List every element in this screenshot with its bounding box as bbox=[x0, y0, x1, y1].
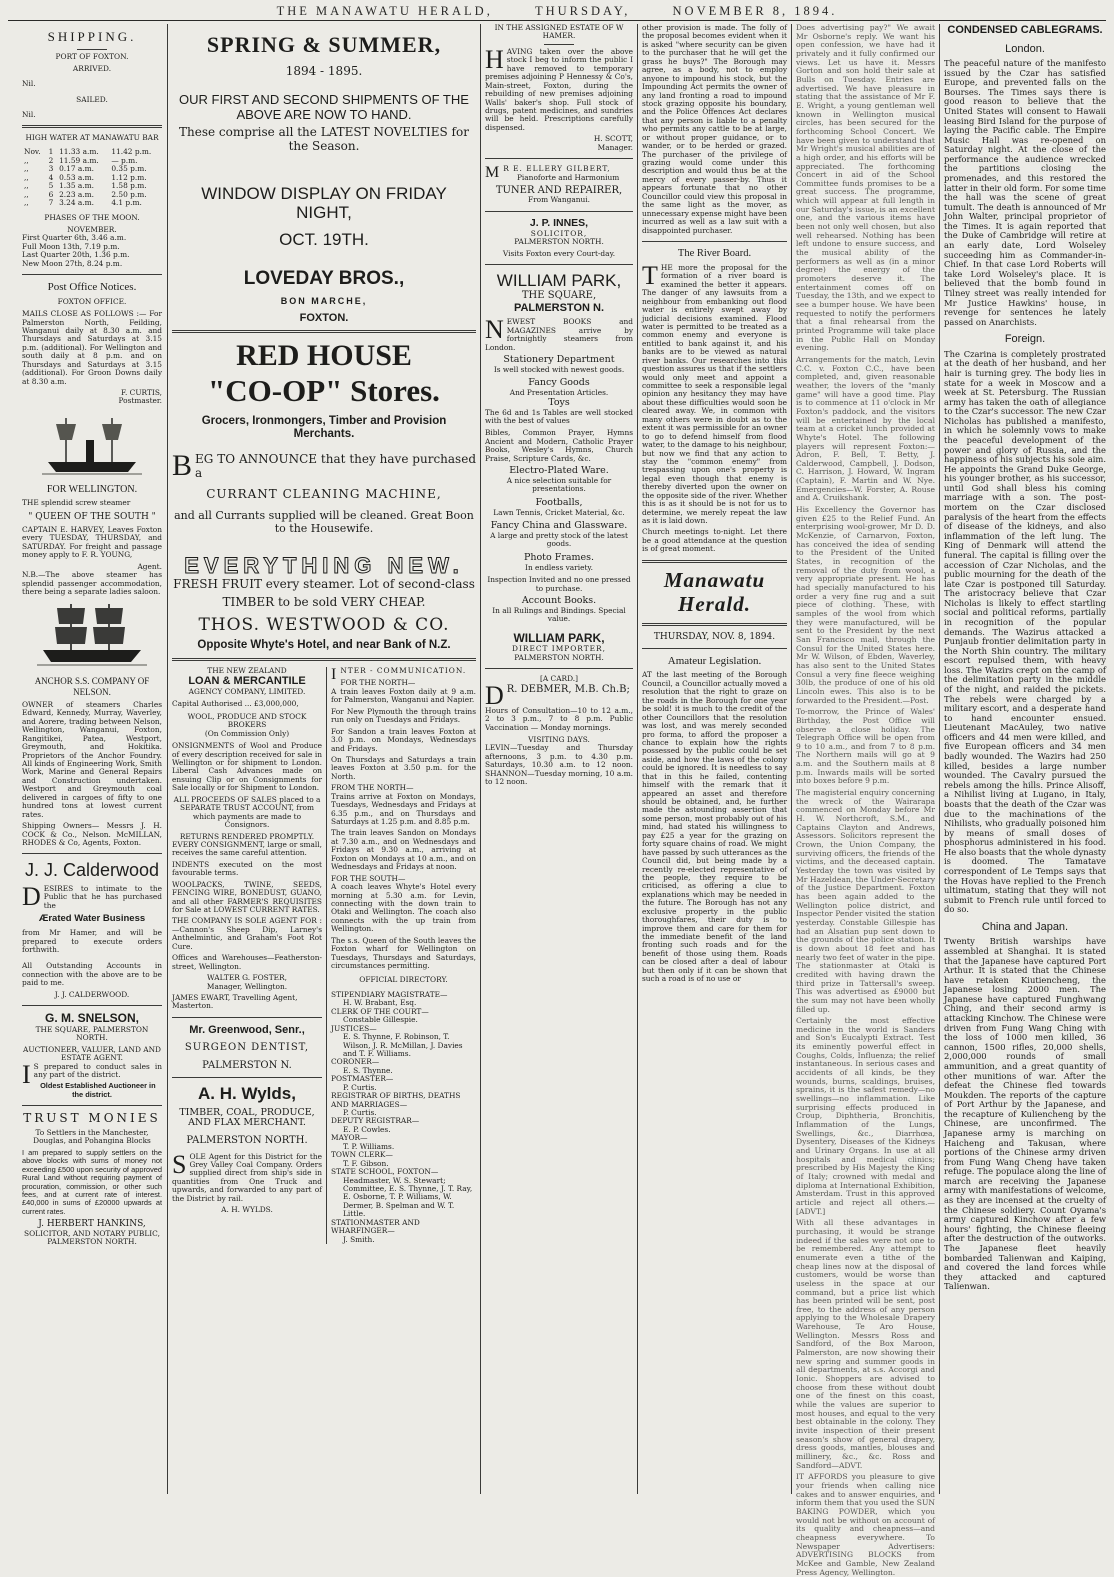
tide-cell: 4 bbox=[48, 172, 54, 182]
ellery-sub: Pianoforte and Harmonium bbox=[516, 172, 620, 182]
park-inspection: Inspection Invited and no one pressed to purchase. bbox=[487, 575, 631, 593]
greenwood-place: PALMERSTON N. bbox=[202, 1059, 292, 1071]
arrived-value: Nil. bbox=[22, 78, 36, 88]
directory-label: JUSTICES— bbox=[331, 1023, 377, 1033]
tide-cell: 1 bbox=[48, 147, 54, 157]
masthead-date: NOVEMBER 8, 1894. bbox=[672, 4, 838, 18]
ellery-role: TUNER AND REPAIRER, bbox=[495, 185, 623, 196]
estate-body: AVING taken over the above stock I beg to inform the public I have removed to temporary premises adjoining P Hennessy & Co's, Main-street, Foxton, during the rebuilding of new premises adjoining Walls' baker's shop. Full stock of drugs, patent medicines, and sundries will be held. Prescriptions carefully dispensed. bbox=[485, 46, 633, 132]
tide-cell: ,, bbox=[24, 155, 29, 165]
column-shipping bbox=[18, 24, 166, 1494]
steamer-agent: Agent. bbox=[137, 561, 162, 571]
directory-value: J. Smith. bbox=[343, 1234, 375, 1244]
official-directory-title: OFFICIAL DIRECTORY. bbox=[359, 975, 448, 985]
cablegrams-title: CONDENSED CABLEGRAMS. bbox=[947, 24, 1103, 36]
tide-cell: ,, bbox=[24, 181, 29, 191]
grazing-continued: other provision is made. The folly of the proposal becomes evident when it is asked "where security can be given to the purchaser that he will get the grass he buys?" The Borough may agree, as a body, not to employ anyone to impound his stock, but the Impounding Act permits the owner of any land fronting a road to impound stock grazing opposite his boundary, and the Police Offences Act declares that any person is liable to a penalty who permits any cattle to be at large, or without proper guidance, or to wander, or to be herded or grazed. The purchaser of the privilege of grazing would come under this description and would thus be at the mercy of every passer-by. Thus it appears fortunate that no other Councillor could view this proposal in the same light as the mover, as unnecessary expense might have been incurred as well as a law suit with a disappointed purchaser. bbox=[642, 23, 787, 235]
directory-value: E. S. Thynne. bbox=[343, 1065, 393, 1075]
amateur-body: AT the last meeting of the Borough Council, a Councillor actually moved a resolution that the right to graze on the roads in the Borough for one year be sold! it is much to the credit of the other Councillors that the resolution was lost, and was merely seconded pro forma, to afford the proposer a chance to explain how the rights possessed by the public could be set aside, and how the laws of the colony could be ignored. It is needless to say that in this he failed, contenting himself with the remark that it appeared an asset and therefore should be obtained, and, he further made the astounding assertion that some person, most probably out of his mind, had stated his willingness to pay £25 a year for the grazing on forty square chains of road. We might have passed by such utterances as the Council did, but being made by a recently re-elected representative of the people, they require to be criticised, as offering a clue to explanations which may be needed in the future. The Borough has not any exclusive property in the public thoroughfares, their duty is to improve them and care for them for the immediate benefit of the land fronting such roads and for the benefit of those using them. Roads can be closed after a deal of labour but then only if it can be shown that such a road is of no use or bbox=[642, 670, 787, 984]
steamer-icon bbox=[42, 410, 142, 478]
divider bbox=[485, 668, 633, 669]
post-office-sign: F. CURTIS, bbox=[121, 388, 162, 398]
greenwood-role: SURGEON DENTIST, bbox=[184, 1042, 310, 1054]
loveday-title: LOVEDAY BROS., bbox=[243, 267, 405, 289]
directory-value: Constable Gillespie. bbox=[343, 1015, 418, 1025]
calderwood-title: J. J. Calderwood bbox=[24, 860, 160, 881]
south-coach: A coach leaves Whyte's Hotel every morning at 5.30 a.m. for Levin, connecting with the down train to Otaki and Wellington. The coach also connects with the up train from Wellington. bbox=[331, 882, 476, 934]
park-account: Account Books. bbox=[521, 594, 597, 606]
park-bibles: Bibles, Common Prayer, Hymns Ancient and Modern, Catholic Prayer Books, Wesley's Hymns, Church Praise, Scripture Cards, &c. bbox=[485, 428, 633, 463]
column-advertisements bbox=[168, 24, 480, 1494]
tide-table bbox=[22, 148, 162, 207]
spring-years: 1894 - 1895. bbox=[285, 64, 363, 79]
wylds-place: PALMERSTON NORTH. bbox=[186, 1135, 308, 1147]
loan-proceeds: ALL PROCEEDS OF SALES placed to a SEPARATE TRUST ACCOUNT, from which payments are made to Consignors. bbox=[173, 794, 321, 830]
estate-sign: H. SCOTT, bbox=[593, 134, 633, 144]
inter-title: NTER - COMMUNICATION. bbox=[340, 666, 467, 675]
post-office-subtitle: FOXTON OFFICE. bbox=[57, 296, 127, 306]
park-china: Fancy China and Glassware. bbox=[490, 520, 628, 532]
for-north-label: FOR THE NORTH— bbox=[340, 678, 416, 688]
directory-label: STATE SCHOOL, FOXTON— bbox=[331, 1167, 439, 1177]
trust-monies-place: PALMERSTON NORTH. bbox=[47, 1237, 137, 1247]
fresh-fruit: FRESH FRUIT every steamer. Lot of second-class bbox=[173, 577, 475, 592]
amateur-title: Amateur Legislation. bbox=[667, 654, 762, 667]
tide-cell: 0.35 p.m. bbox=[111, 164, 147, 174]
directory-value: P. Curtis. bbox=[343, 1082, 377, 1092]
divider bbox=[544, 44, 574, 45]
westwood-address: Opposite Whyte's Hotel, and near Bank of N.Z. bbox=[197, 638, 451, 651]
trust-monies-body: I am prepared to supply settlers on the above blocks with sums of money not exceeding £500 upon security of approved Rural Land without requiring payment of procuration, commission, or other such fees, and at current rate of interest. £40,000 in sums of £20000 upwards at current rates. bbox=[22, 1147, 162, 1216]
loan-manager-role: Manager, Wellington. bbox=[206, 981, 288, 991]
park-toys: Toys bbox=[548, 396, 570, 408]
top-rule bbox=[8, 20, 1106, 21]
snelson-note: Oldest Established Auctioneer in the district. bbox=[40, 1081, 156, 1099]
park-electro-note: A nice selection suitable for presentations. bbox=[506, 475, 612, 494]
bon-marche: BON MARCHE, bbox=[280, 295, 368, 306]
loan-mercantile-ad bbox=[172, 667, 322, 1215]
park-footballs: Footballs, bbox=[535, 496, 583, 508]
directory-label: TOWN CLERK— bbox=[331, 1150, 393, 1160]
visiting-title: VISITING DAYS. bbox=[528, 734, 590, 744]
directory-label: STIPENDIARY MAGISTRATE— bbox=[331, 989, 448, 999]
loan-title-2: LOAN & MERCANTILE bbox=[188, 675, 306, 688]
tide-cell: 3.24 a.m. bbox=[59, 198, 94, 208]
south-steamer: The s.s. Queen of the South leaves the Foxton wharf for Wellington on Tuesdays, Thursdays and Saturdays, circumstances permitting. bbox=[331, 935, 476, 970]
snelson-role: AUCTIONEER, VALUER, LAND AND ESTATE AGENT. bbox=[23, 1044, 161, 1063]
wylds-body: OLE Agent for this District for the Grey Valley Coal Company. Orders supplied direct from ship's side in quantities from One Truck and upwards, and forwarded to any part of the District by rail. bbox=[172, 1151, 322, 1203]
divider bbox=[642, 623, 787, 626]
divider bbox=[22, 1005, 162, 1006]
tide-cell: Nov. bbox=[24, 147, 41, 157]
column-editorial bbox=[638, 24, 791, 1494]
divider bbox=[172, 330, 476, 333]
park-photo-note: In endless variety. bbox=[525, 562, 593, 572]
tide-title: HIGH WATER AT MANAWATU BAR bbox=[25, 133, 159, 142]
loan-offices: Offices and Warehouses—Featherston-street, Wellington. bbox=[172, 953, 322, 971]
doctor-hours: Hours of Consultation—10 to 12 a.m., 2 to 3 p.m., 7 to 8 p.m. Public Vaccination — Monday mornings. bbox=[485, 705, 633, 732]
news-body-6: Certainly the most effective medicine in the world is Sanders and Son's Eucalypti Extract. Test its eminently powerful effect in Coughs, Colds, Influenza; the relief instantaneous. In serious cases and accidents of all kinds, be they wounds, burns, scaldings, bruises, sprains, it is the safest remedy—no swellings—no inflammation. Like surprising effects produced in Croup, Diphtheria, Bronchitis, Inflammation of the Lungs, Swellings, &c., Diarrhœa, Dysentery, Diseases of the Kidneys and Urinary Organs. In use at all hospitals and medical clinics; prescribed by His Majesty the King of Italy; crowned with medal and diploma at International Exhibition, Amsterdam. Trust in this approved article and reject all others.—[ADVT.] bbox=[796, 1016, 935, 1216]
moon-phase: New Moon 27th, 8.24 p.m. bbox=[22, 258, 123, 268]
doctor-title: R. DEBMER, M.B. Ch.B; bbox=[506, 683, 630, 695]
tide-cell: 4.1 p.m. bbox=[111, 198, 142, 208]
divider bbox=[642, 648, 787, 649]
park2-role: DIRECT IMPORTER, bbox=[512, 644, 606, 654]
park2-title: WILLIAM PARK, bbox=[513, 630, 605, 645]
trust-monies-role: SOLICITOR, AND NOTARY PUBLIC, bbox=[24, 1228, 160, 1238]
calderwood-body-3: All Outstanding Accounts in connection with the above are to be paid to me. bbox=[22, 961, 162, 988]
tide-cell: 1.12 p.m. bbox=[111, 172, 147, 182]
masthead-paper: THE MANAWATU HERALD, bbox=[276, 4, 493, 18]
park-body: EWEST BOOKS and MAGAZINES arrive by fortnightly steamers from London. bbox=[485, 317, 633, 352]
news-body-7: With all these advantages in purchasing, it would be strange indeed if the sales were not one to be remembered. Any attempt to enumerate even a tithe of the cheap lines now at the disposal of customers, would be worse than useless in the space at our command, but a price list which has been printed will be sent, post free, to the address of any person applying to the Wholesale Drapery Warehouse, Te Aro House, Wellington. Messrs Ross and Sandford, of the Box Maroon, Palmerston, are now showing their new spring and summer goods in all departments, at s.s. Accorgi and Ionic. Shoppers are advised to choose from these without doubt one of the finest on this coast, while the values are superior to most houses, and equal to the very best obtainable in the colony. They invite inspection of their present season's show of general drapery, dress goods, mantles, blouses and millinery, &c., &c. Ross and Sandford—ADVT. bbox=[796, 1218, 935, 1470]
foreign-heading: Foreign. bbox=[1004, 333, 1046, 346]
park-photo: Photo Frames. bbox=[523, 551, 595, 563]
window-display: WINDOW DISPLAY ON FRIDAY NIGHT, bbox=[201, 183, 447, 223]
anchor-agents: Shipping Owners— Messrs J. H. COCK & Co., Nelson. McMILLAN, RHODES & Co, Agents, Foxton. bbox=[22, 821, 162, 847]
everything-new: EVERYTHING NEW. bbox=[184, 553, 464, 579]
wylds-dropcap: S bbox=[172, 1149, 187, 1179]
news-body-8: IT AFFORDS you pleasure to give your friends when calling nice cakes and to answer enquiries, and inform them that you used the SUN BAKING POWDER, which you would not be without on account of its quality and cheapness—and cheapness everywhere. To Newspaper Advertisers: ADVERTISING BLOCKS from McKee and Gamble, New Zealand Press Agency, Wellington. bbox=[796, 1472, 935, 1577]
from-north-label: FROM THE NORTH— bbox=[331, 783, 414, 793]
herald-title: Manawatu Herald. bbox=[663, 567, 766, 616]
north-train-1: A train leaves Foxton daily at 9 a.m. for Palmerston, Wanganui and Napier. bbox=[331, 686, 476, 705]
divider bbox=[485, 211, 633, 212]
tide-row bbox=[22, 199, 162, 207]
london-body: The peaceful nature of the manifesto issued by the Czar has satisfied Europe, and prevented falls on the Bourses. The Times says there is good reason to believe that the United States will consent to Hawaii leasing Bird Island for the purpose of laying the Pacific cable. The Empire Music Hall was re-opened on Saturday night. At the close of the performance the audience wrecked the partitions closing the promenades, and this restored the latter in their old form. For some time the hall was the scene of great tumult. The death is announced of Mr John Walter, principal proprietor of the Times. It is again reported that the Duke of Cambridge will retire at an early date, Lord Wolseley succeeding him as Commander-in-Chief. In that case Lord Roberts will take Lord Wolseley's place. It is believed that the bomb found in Tilney street was really intended for Mr Justice Hawkins' house, in revenge for sentences he lately passed on Anarchists. bbox=[944, 58, 1106, 327]
park-china-note: A large and pretty stock of the latest goods. bbox=[490, 530, 628, 549]
directory-value: H. W. Brabant, Esq. bbox=[343, 998, 417, 1008]
directory-label: REGISTRAR OF BIRTHS, DEATHS AND MARRIAGES— bbox=[331, 1091, 461, 1109]
loan-body: ONSIGNMENTS of Wool and Produce of every description received for sale in Wellington or for shipment to London. Liberal Cash Advances made on ensuing Clip or on Consignments for Sale locally or for Shipment to London. bbox=[172, 741, 322, 793]
directory-value: T. P. Williams. bbox=[343, 1141, 395, 1151]
sailed-label: SAILED. bbox=[76, 95, 108, 105]
park-fancy-note: And Presentation Articles. bbox=[509, 388, 609, 398]
steamer-name: " QUEEN OF THE SOUTH " bbox=[28, 511, 156, 522]
tide-cell: 2 bbox=[48, 155, 54, 165]
spring-novelties: These comprise all the LATEST NOVELTIES for the Season. bbox=[179, 125, 469, 154]
park-toys-note: The 6d and 1s Tables are well stocked with the best of values bbox=[485, 407, 633, 425]
port-title: PORT OF FOXTON. bbox=[55, 51, 129, 61]
foreign-body: The Czarina is completely prostrated at the death of her husband, and her hair is turning grey. The body lies in state for a week in Moscow and a week at St. Petersburg. The Russian army has taken the oath of allegiance to the Czar's successor. The new Czar Nicholas has published a manifesto, in which he solemnly vows to make the peaceful development of the power and glory of Russia, and the happiness of his subjects his sole aim. He appoints the Grand Duke George, his younger brother, as his successor, until God shall bless his coming marriage with a son. The post-mortem on the Czar disclosed paralysis of the heart from the effects of disease of the kidneys, and also inflammation of the left lung. The King of Denmark will attend the funeral. The capital is filling over the accession of Czar Nicholas, and the public mourning for the death of the late Czar is postponed till Saturday. The aristocracy believe that Czar Nicholas is likely to effect startling social and political reforms, partially in recognition of the popular demands. The Wazirus attacked a Punjaub frontier delimitation party in the North Shin country. The military escort repulsed them, with heavy loss. The Wazirs crept on the camp of the delimitation party in the middle of the night, and raided the pickets. The rebels were charged by a military escort, and a desperate hand to hand encounter ensued. Lieutenant MacAuley, two native officers and 44 men were killed, and five European officers and 34 men badly wounded. The Wazirs had 250 killed, besides a large number wounded. The Cavalry pursued the rebels among the hills. Prince Alisoff, a Nihilist living at Lugano, in Italy, boasts that the death of the Czar was due to the machinations of the Nihilists, who gradually poisoned him by means of small doses of phosphorus administered in his food. He also boasts that the whole dynasty is doomed. The Tamatave correspondent of Le Temps says that the Hovas have replied to the French ultimatum, stating that they will not submit to French rule until forced to do so. bbox=[944, 348, 1106, 915]
herald-date: THURSDAY, NOV. 8, 1894. bbox=[653, 631, 776, 642]
spring-shipments: OUR FIRST AND SECOND SHIPMENTS OF THE ABOVE ARE NOW TO HAND. bbox=[179, 91, 469, 122]
loan-capital: Capital Authorised ... £3,000,000, bbox=[172, 699, 299, 709]
snelson-address: THE SQUARE, PALMERSTON NORTH. bbox=[35, 1024, 149, 1043]
from-north-2: The train leaves Sandon on Mondays at 7.30 a.m., and on Wednesdays and Fridays at 9.30 a.m., arriving at Foxton on Mondays at 10 a.m., and on Wednesdays and Fridays at noon. bbox=[331, 828, 476, 872]
innes-title: J. P. INNES, bbox=[529, 216, 589, 229]
estate-role: Manager. bbox=[597, 142, 633, 152]
news-body-2: Arrangements for the match, Levin C.C. v. Foxton C.C., have been completed, and, given reasonable weather, the lovers of the "manly game" will have a good time. Play is to commence at 11 o'clock in Mr Foxton's paddock, and the visitors will be entertained by the local team at a cricket lunch provided at Whyte's Hotel. The following players will represent Foxton:— Adron, F. Bell, T. Betty, J. Calderwood, Campbell, J. Dodson, C. Harrison, J. Howard, W. Ingram (Captain), F. Martin and W. Nye. Emergencies—W. Forster, A. Rouse and A. Cruikshank. bbox=[796, 354, 935, 503]
tide-cell: — p.m. bbox=[111, 155, 138, 165]
masthead bbox=[0, 4, 1114, 18]
directory-value: E. P. Cowles. bbox=[343, 1124, 391, 1134]
park-account-note: In all Rulings and Bindings. Special value. bbox=[492, 605, 626, 624]
innes-visit: Visits Foxton every Court-day. bbox=[502, 248, 616, 258]
post-office-body: MAILS CLOSE AS FOLLOWS :— For Palmerston North, Feilding, Wanganui daily at 8.30 a.m. and Thursdays and Saturdays at 3.15 p.m. (additional). For Wellington and south daily at 8 p.m. and on Thursdays and Saturdays at 3.15 (additional). For Groon Downs daily at 8.30 a.m. bbox=[22, 309, 162, 386]
sailed-value: Nil. bbox=[22, 109, 36, 119]
column-cablegrams bbox=[940, 24, 1110, 1494]
directory-value: T. F. Gibson. bbox=[343, 1158, 389, 1168]
wylds-role: TIMBER, COAL, PRODUCE, AND FLAX MERCHANT. bbox=[179, 1106, 315, 1129]
divider bbox=[642, 241, 787, 242]
ellery-dropcap: M bbox=[485, 164, 501, 182]
divider bbox=[22, 853, 162, 854]
window-date: OCT. 19TH. bbox=[279, 230, 369, 250]
park-square: THE SQUARE, bbox=[521, 290, 597, 302]
post-office-role: Postmaster. bbox=[118, 396, 162, 406]
north-train-2: For New Plymouth the through trains run only on Tuesdays and Fridays. bbox=[331, 706, 476, 725]
snelson-dropcap: I bbox=[22, 1059, 31, 1089]
north-train-3: For Sandon a train leaves Foxton at 3.0 p.m. on Mondays, Wednesdays and Fridays. bbox=[331, 726, 476, 753]
ellery-title: R E. ELLERY GILBERT, bbox=[503, 164, 611, 174]
directory-label: POSTMASTER— bbox=[331, 1074, 394, 1084]
snelson-body: S prepared to conduct sales in any part of the district. bbox=[33, 1061, 162, 1079]
sailing-ship-icon bbox=[37, 600, 147, 670]
innes-role: SOLICITOR, bbox=[530, 228, 588, 238]
church-note: Church meetings to-night. Let there be a good attendance at the question is of great moment. bbox=[642, 527, 787, 554]
tide-cell: 0.53 a.m. bbox=[59, 172, 94, 182]
china-japan-body: Twenty British warships have assembled at Shanghai. It is stated that the Japanese have captured Port Arthur. It is stated that the Chinese have retaken Kiutiencheng, the Japanese losing 2000 men. The Japanese have captured Funghwang Ching, and their second army is attacking Kinchow. The Chinese were driven from Fung Wang Ching with the loss of 1000 men killed, 36 cannon, 1500 rifles, 20,000 shells, 2,000,000 rounds of small ammunition, and a great quantity of other munitions of war. After the defeat the Chinese fled towards Moukden. The reports of the capture of Port Arthur by the Japanese, and the recapture of Kuliencheng by the Chinese, are unconfirmed. The Japanese army is marching on Haicheng and Takusan, where portions of the Chinese army driven from Fung Wang Cheng have taken refuge. The populace along the line of march are receiving the Japanese army with manifestations of welcome, as they are incensed at the cruelty of the Chinese soldiery. Count Oyama's army captured Kinchow after a few hours' fighting, the Chinese fleeing after the destruction of the outworks. The Japanese fleet heavily bombarded Talienwan and Kaiping, and covered the land forces while they attacked and captured Talienwan. bbox=[944, 936, 1106, 1292]
moon-title: PHASES OF THE MOON. bbox=[44, 212, 140, 222]
calderwood-body: ESIRES to intimate to the Public that he has purchased the bbox=[43, 883, 162, 910]
masthead-day: THURSDAY, bbox=[534, 4, 631, 18]
loan-indents: INDENTS executed on the most favourable terms. bbox=[172, 859, 322, 878]
divider bbox=[485, 264, 633, 265]
news-body-1: Does advertising pay?" We await Mr Osborne's reply. We want his open confession, we have had it privately and it fully confirmed our views. Let us have it. Messrs Gorton and son hold their sale at Bulls on Tuesday. Entries are advertised. We have pleasure in stating that the assistance of Mr F. E. Wright, a young gentleman well known in Wellington musical circles, has been secured for the forthcoming School Concert. We have been given to understand that Mr Wright's musical abilities are of a high order, and his efforts will be appreciated. The forthcoming Concert in aid of the School Committee funds promises to be a great success. The programme, which will appear at full length in our Saturday's issue, is an excellent one, and the various items have been not only well chosen, but also well rehearsed. Nothing has been left undone to ensure success, and the musical ability of the performers as well as (in a minor degree) the energy of the promoters deserve it. The entertainment comes off on Tuesday, the 13th, and we expect to see a bumper house. We have been requested to notify the performers that a final rehearsal from the printed Programme will take place in the Public Hall on Monday evening. bbox=[796, 23, 935, 353]
coop-currants: and all Currants supplied will be cleaned. Great Boon to the Housewife. bbox=[174, 509, 474, 535]
tide-cell: 3 bbox=[48, 164, 54, 174]
directory-label: CORONER— bbox=[331, 1057, 380, 1067]
column-local-news bbox=[792, 23, 939, 1577]
directory-label: MAYOR— bbox=[331, 1133, 368, 1143]
loan-agent: THE COMPANY IS SOLE AGENT FOR :—Cannon's Sheep Dip, Larney's Anthelmintic, and Graham's Foot Rot Cure. bbox=[172, 916, 322, 951]
estate-dropcap: H bbox=[485, 44, 504, 74]
divider bbox=[22, 1105, 162, 1106]
river-board-title: The River Board. bbox=[677, 247, 752, 259]
snelson-title: G. M. SNELSON, bbox=[44, 1011, 139, 1026]
river-board-body: HE more the proposal for the formation of a river board is examined the better it appears. The danger of any lawsuits from a neighbour from embanking out flood water is entirely swept away by judicial decisions examined. Flood water is permitted to be treated as a common enemy and everyone is entitled to bank against it, and his banks are to be viewed as natural river banks. Our researches into this question assures us that if the settlers would only meet and appoint a committee to seek a responsible legal opinion any hesitancy they may have about these difficulties would soon be cleared away. We, in common with many others were in doubt as to the extent it was permissible for an owner to go to defend himself from flood water, to the damage to his neighbour, but now we find that any action to stay the "common enemy" from trespassing upon one's property is legal even though that enemy is thereby diverted upon the owner on the opposite side of the river. Whether this is as it should be is not for us to determine, we merely repeat the law as it is laid down. bbox=[642, 262, 787, 526]
inter-communication bbox=[326, 667, 476, 1244]
tide-cell: 1.35 a.m. bbox=[59, 181, 94, 191]
tide-cell: 11.42 p.m. bbox=[111, 147, 152, 157]
loan-manager: WALTER G. FOSTER, bbox=[207, 973, 287, 983]
calderwood-business: Ærated Water Business bbox=[38, 913, 146, 925]
china-japan-heading: China and Japan. bbox=[981, 920, 1069, 933]
trust-monies-sub: To Settlers in the Manchester, Douglas, and Pohangina Blocks bbox=[33, 1127, 151, 1146]
river-dropcap: T bbox=[642, 260, 658, 290]
tide-cell: 0.17 a.m. bbox=[59, 164, 94, 174]
divider bbox=[22, 274, 162, 275]
moon-phase: Last Quarter 20th, 1.36 p.m. bbox=[22, 250, 130, 260]
visiting-days: LEVIN—Tuesday and Thursday afternoons, 3 p.m. to 4.30 p.m. Saturdays, 10.30 a.m. to 12 noon. SHANNON—Tuesday morning, 10 a.m. to 12 noon. bbox=[485, 743, 633, 787]
loan-sub: AGENCY COMPANY, LIMITED. bbox=[188, 686, 306, 696]
loan-goods: WOOLPACKS, TWINE, SEEDS, FENCING WIRE, BONEDUST, GUANO, and all other FARMER'S REQUISITES for Sale at LOWEST CURRENT RATES. bbox=[172, 879, 322, 915]
steamer-intro: THE splendid screw steamer bbox=[22, 498, 131, 508]
loan-every: EVERY CONSIGNMENT, large or small, receives the same careful attention. bbox=[172, 839, 322, 858]
park-stationery-note: Is well stocked with newest goods. bbox=[493, 364, 625, 374]
tide-cell: 7 bbox=[48, 198, 54, 208]
tide-cell: 5 bbox=[48, 181, 54, 191]
tide-cell: ,, bbox=[24, 198, 29, 208]
divider bbox=[642, 560, 787, 563]
divider bbox=[172, 1017, 322, 1018]
tide-cell: 1.58 p.m. bbox=[111, 181, 147, 191]
tide-cell: ,, bbox=[24, 172, 29, 182]
directory-value: E. S. Thynne, F. Robinson, T. Wilson, J. R. McMillan, J. Davies and T. F. Williams. bbox=[343, 1032, 463, 1058]
calderwood-sign: J. J. CALDERWOOD. bbox=[54, 989, 130, 999]
trust-monies-title: TRUST MONIES bbox=[23, 1111, 161, 1126]
news-body-5: The magisterial enquiry concerning the wreck of the Wairarapa commenced on Monday before Mr H. W. Northcroft, S.M., and Captains Clayton and Andrews, Assessors. Solicitors represent the Crown, the Union Company, the surviving officers, the friends of the victims, and the deceased captain. Yesterday the town was visited by Mr Hazeldean, the Under-Secretary of the Justice Department. Foxton has been again added to the Wellington police district, and Inspector Pender visited the station yesterday. Constable Gillespie has had an Alsatian pup sent down to the grounds of the police station. It is down about 18 feet and has nearly two feet of water in the pipe. The stationmaster at Otaki is credited with having drawn the third prize in Tattersall's sweep. This was advertised as £9000 but the sum may not have been wholly filled up. bbox=[796, 788, 935, 1014]
red-house-title: RED HOUSE bbox=[236, 339, 412, 373]
from-north-1: Trains arrive at Foxton on Mondays, Tuesdays, Wednesdays and Fridays at 6.35 p.m., and on Thursdays and Saturdays at 1.25 p.m. and 8.85 p.m. bbox=[331, 791, 476, 826]
wylds-sign: A. H. WYLDS. bbox=[221, 1205, 273, 1215]
park-place: PALMERSTON N. bbox=[513, 301, 605, 314]
estate-title: IN THE ASSIGNED ESTATE OF W HAMER. bbox=[494, 23, 624, 41]
news-body-3: His Excellency the Governor has given £25 to the Relief Fund. An enterprising wool-grower, Mr D. D. McKenzie, of Carnarvon, Foxton, has conceived the idea of sending to the President of the United States, in recognition of the removal of the duty from wool, a very appropriate present. He has had specially manufactured to his order a very fine rug and a suit piece of clothing. These, with samples of the wool from which they were manufactured, will be sent to the President by the next San Francisco mail, through the Consul for the United States here. Mr W. Wilson, of Ebden, Waverley, has also sent to the United States Consul a very fine fleece weighing 30lb, the produce of one of his old Lincoln ewes. This also is to be forwarded to the President.—Post. bbox=[796, 505, 935, 705]
divider bbox=[172, 1077, 322, 1078]
park-stationery: Stationery Department bbox=[503, 354, 615, 366]
for-south-label: FOR THE SOUTH— bbox=[331, 873, 406, 883]
loveday-foxton: FOXTON. bbox=[299, 311, 349, 324]
tide-cell: 6 bbox=[48, 189, 54, 199]
north-train-4: On Thursdays and Saturdays a train leaves Foxton at 3.50 p.m. for the North. bbox=[331, 754, 476, 781]
moon-phase: First Quarter 6th, 3.46 a.m. bbox=[22, 233, 127, 243]
loan-title-1: THE NEW ZEALAND bbox=[207, 666, 287, 675]
divider bbox=[22, 125, 162, 128]
coop-machine: CURRANT CLEANING MACHINE, bbox=[206, 487, 442, 502]
loan-commission: (On Commission Only) bbox=[204, 728, 290, 738]
moon-month: NOVEMBER. bbox=[67, 224, 117, 234]
arrived-label: ARRIVED. bbox=[72, 64, 112, 74]
tide-cell: 11.33 a.m. bbox=[59, 147, 99, 157]
coop-title: "CO-OP" Stores. bbox=[208, 373, 440, 409]
tide-cell: 2.50 p.m. bbox=[111, 189, 147, 199]
park2-place: PALMERSTON NORTH. bbox=[514, 652, 604, 662]
steamer-body: CAPTAIN E. HARVEY, Leaves Foxton every TUESDAY, THURSDAY, and SATURDAY. For freight and passage money apply to F. R. YOUNG, bbox=[22, 524, 162, 560]
ellery-from: From Wanganui. bbox=[528, 195, 590, 205]
loan-wool: WOOL, PRODUCE AND STOCK BROKERS bbox=[187, 711, 307, 730]
card-label: [A CARD.] bbox=[539, 674, 579, 684]
directory-label: CLERK OF THE COURT— bbox=[331, 1006, 429, 1016]
london-heading: London. bbox=[1005, 42, 1045, 55]
tide-cell: ,, bbox=[24, 189, 29, 199]
inter-dropcap: I bbox=[331, 666, 338, 683]
park-electro: Electro-Plated Ware. bbox=[509, 465, 609, 477]
tide-cell: 11.59 a.m. bbox=[59, 155, 99, 165]
anchor-body: OWNER of steamers Charles Edward, Kennedy, Murray, Waverley, and Aorere, trading between Nelson, Wellington, Wanganui, Foxton, Rangitikei, Patea, Westport, Greymouth, and Hokitika. Proprietors of the Anchor Foundry. All kinds of Engineering Work, Smith Work, Marine and General Repairs and Construction undertaken. Westport and Greymouth coal delivered in cargoes of fifty to one hundred tons at lowest current rates. bbox=[22, 699, 162, 819]
westwood-title: THOS. WESTWOOD & CO. bbox=[198, 614, 450, 635]
divider bbox=[77, 49, 107, 50]
loan-travelling-agent: JAMES EWART, Travelling Agent, Masterton. bbox=[172, 992, 298, 1011]
shipping-title: SHIPPING. bbox=[47, 29, 137, 44]
trust-monies-sign: J. HERBERT HANKINS, bbox=[38, 1219, 146, 1230]
doctor-dropcap: D bbox=[485, 680, 504, 710]
column-business-cards bbox=[481, 24, 637, 1494]
directory-value: Headmaster, W. S. Stewart; Committee, E. S. Thynne, J. T. Ray, E. Osborne, T. P. Williams, W. Dermer, B. Spelman and W. T. Little. bbox=[343, 1175, 473, 1219]
wylds-title: A. H. Wylds, bbox=[198, 1084, 296, 1104]
coop-announce: EG TO ANNOUNCE that they have purchased a bbox=[195, 452, 476, 480]
park-dropcap: N bbox=[485, 315, 504, 345]
park-lawn: Lawn Tennis, Cricket Material, &c. bbox=[493, 507, 625, 517]
calderwood-dropcap: D bbox=[22, 881, 41, 911]
wellington-title: FOR WELLINGTON. bbox=[46, 483, 138, 495]
timber-cheap: TIMBER to be sold VERY CHEAP. bbox=[222, 594, 426, 609]
innes-place: PALMERSTON NORTH. bbox=[514, 237, 604, 247]
directory-label: STATIONMASTER AND WHARFINGER— bbox=[331, 1217, 420, 1236]
greenwood-title: Mr. Greenwood, Senr., bbox=[189, 1023, 305, 1036]
coop-grocers: Grocers, Ironmongers, Timber and Provision Merchants. bbox=[201, 414, 447, 440]
tide-cell: ,, bbox=[24, 164, 29, 174]
park-title: WILLIAM PARK, bbox=[496, 271, 622, 291]
park-fancy: Fancy Goods bbox=[528, 377, 590, 389]
coop-dropcap: B bbox=[172, 449, 193, 483]
directory-value: P. Curtis. bbox=[343, 1108, 377, 1117]
anchor-title: ANCHOR S.S. COMPANY OF NELSON. bbox=[34, 676, 150, 697]
loan-returns: RETURNS RENDERED PROMPTLY. bbox=[179, 831, 315, 841]
calderwood-body-2: from Mr Hamer, and will be prepared to execute orders forthwith. bbox=[22, 928, 162, 954]
divider bbox=[485, 158, 633, 159]
post-office-title: Post Office Notices. bbox=[47, 281, 137, 294]
tide-cell: 2.23 a.m. bbox=[59, 189, 94, 199]
divider bbox=[172, 658, 476, 661]
moon-phase: Full Moon 13th, 7.19 p.m. bbox=[22, 241, 120, 251]
news-body-4: To-morrow, the Prince of Wales' Birthday, the Post Office will observe a close holiday. The Telegraph Office will be open from 9 to 10 a.m., and from 7 to 8 p.m. The Northern mails will go at 9 a.m. and the Southern mails at 8 p.m. Inwards mails will be sorted into boxes before 9 p.m. bbox=[796, 707, 935, 786]
spring-title: SPRING & SUMMER, bbox=[206, 32, 442, 57]
directory-label: DEPUTY REGISTRAR— bbox=[331, 1116, 420, 1126]
steamer-note: N.B.—The above steamer has splendid passenger accommodation, there being a separate ladies saloon. bbox=[22, 570, 162, 597]
